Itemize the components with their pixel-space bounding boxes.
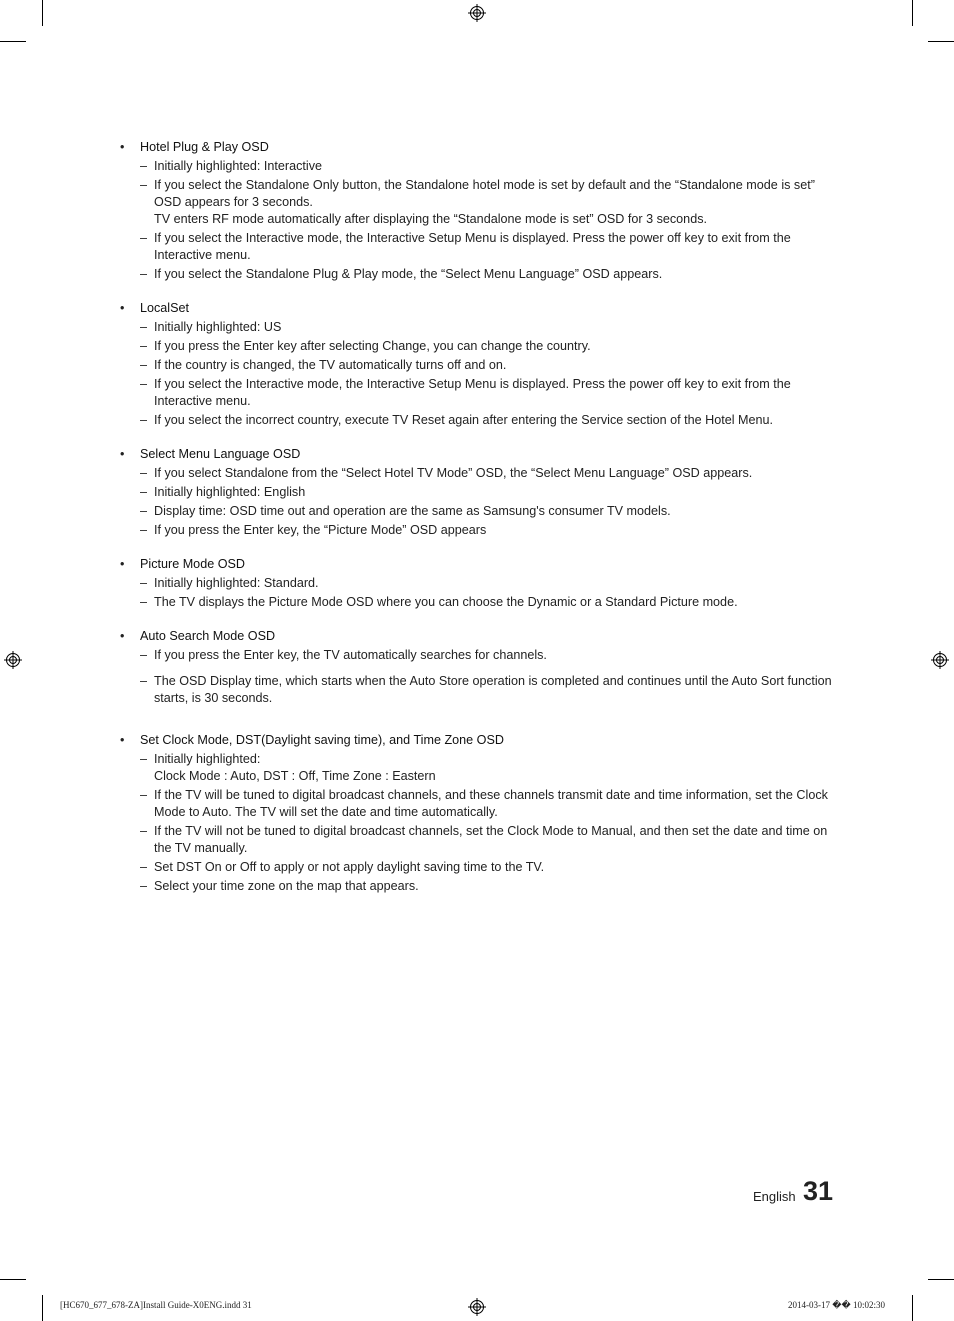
item-text: Select your time zone on the map that appears.: [154, 879, 419, 893]
bullet-icon: •: [120, 447, 125, 461]
dash-icon: –: [140, 674, 148, 688]
item-extra-text: Clock Mode : Auto, DST : Off, Time Zone : Eastern: [154, 769, 436, 783]
list-item: [120, 522, 836, 539]
crop-mark: [912, 1295, 913, 1321]
item-text: If you select the Standalone Plug & Play mode, the “Select Menu Language” OSD appears.: [154, 267, 663, 281]
section-picture-mode: [120, 556, 836, 611]
item-text: Initially highlighted: Interactive: [154, 159, 323, 173]
item-text: If the country is changed, the TV automatically turns off and on.: [154, 358, 507, 372]
item-text: Initially highlighted: US: [154, 320, 282, 334]
crop-mark: [928, 41, 954, 42]
heading-text: LocalSet: [140, 301, 190, 315]
item-text: If you press the Enter key, the “Picture Mode” OSD appears: [154, 523, 487, 537]
item-text: If the TV will be tuned to digital broadcast channels, and these channels transmit date and time information, set the Clock Mode to Auto. The TV will set the date and time automatically.: [154, 788, 828, 819]
list-item: [120, 484, 836, 501]
crop-mark: [0, 1279, 26, 1280]
crop-mark: [42, 0, 43, 26]
item-text: If the TV will not be tuned to digital broadcast channels, set the Clock Mode to Manual, and then set the date and time on the TV manually.: [154, 824, 828, 855]
heading-text: Select Menu Language OSD: [140, 447, 301, 461]
dash-icon: –: [140, 860, 148, 874]
list-item: [120, 177, 836, 228]
dash-icon: –: [140, 466, 148, 480]
list-item: [120, 751, 836, 785]
dash-icon: –: [140, 485, 148, 499]
registration-mark-icon: [4, 651, 22, 669]
section-heading: [120, 446, 836, 463]
main-content: [120, 139, 836, 912]
list-item: [120, 465, 836, 482]
registration-mark-icon: [468, 4, 486, 22]
dash-icon: –: [140, 320, 148, 334]
crop-mark: [912, 0, 913, 26]
list-item: [120, 673, 836, 707]
list-item: [120, 266, 836, 283]
item-text: If you select the Standalone Only button, the Standalone hotel mode is set by default and the “Standalone mode is set” OSD appears for 3 seconds.: [154, 178, 815, 209]
item-extra-text: TV enters RF mode automatically after displaying the “Standalone mode is set” OSD for 3 seconds.: [154, 212, 707, 226]
section-heading: [120, 556, 836, 573]
item-text: If you select the Interactive mode, the Interactive Setup Menu is displayed. Press the power off key to exit from the Interactive menu.: [154, 231, 791, 262]
list-item: [120, 319, 836, 336]
list-item: [120, 376, 836, 410]
section-heading: [120, 628, 836, 645]
section-heading: [120, 732, 836, 749]
item-text: Display time: OSD time out and operation are the same as Samsung's consumer TV models.: [154, 504, 671, 518]
dash-icon: –: [140, 576, 148, 590]
dash-icon: –: [140, 752, 148, 766]
section-auto-search-mode: [120, 628, 836, 707]
item-text: Initially highlighted: Standard.: [154, 576, 319, 590]
section-heading: [120, 300, 836, 317]
crop-mark: [928, 1279, 954, 1280]
list-item: [120, 412, 836, 429]
footer-language: English: [753, 1189, 796, 1204]
dash-icon: –: [140, 231, 148, 245]
dash-icon: –: [140, 267, 148, 281]
dash-icon: –: [140, 413, 148, 427]
list-item: [120, 823, 836, 857]
section-hotel-plug-and-play: [120, 139, 836, 283]
crop-mark: [42, 1295, 43, 1321]
dash-icon: –: [140, 339, 148, 353]
registration-mark-icon: [468, 1298, 486, 1316]
list-item: [120, 503, 836, 520]
list-item: [120, 575, 836, 592]
dash-icon: –: [140, 648, 148, 662]
dash-icon: –: [140, 358, 148, 372]
heading-text: Auto Search Mode OSD: [140, 629, 276, 643]
list-item: [120, 647, 836, 664]
item-text: The TV displays the Picture Mode OSD where you can choose the Dynamic or a Standard Picture mode.: [154, 595, 738, 609]
heading-text: Picture Mode OSD: [140, 557, 245, 571]
heading-text: Set Clock Mode, DST(Daylight saving time), and Time Zone OSD: [140, 733, 504, 747]
section-localset: [120, 300, 836, 429]
bullet-icon: •: [120, 140, 125, 154]
list-item: [120, 230, 836, 264]
dash-icon: –: [140, 159, 148, 173]
item-text: If you select the incorrect country, execute TV Reset again after entering the Service section of the Hotel Menu.: [154, 413, 774, 427]
dash-icon: –: [140, 824, 148, 838]
list-item: [120, 878, 836, 895]
dash-icon: –: [140, 788, 148, 802]
section-select-menu-language: [120, 446, 836, 539]
bullet-icon: •: [120, 301, 125, 315]
item-text: Initially highlighted: English: [154, 485, 306, 499]
bullet-icon: •: [120, 629, 125, 643]
section-heading: [120, 139, 836, 156]
dash-icon: –: [140, 523, 148, 537]
dash-icon: –: [140, 377, 148, 391]
list-item: [120, 859, 836, 876]
item-text: Set DST On or Off to apply or not apply daylight saving time to the TV.: [154, 860, 545, 874]
list-item: [120, 158, 836, 175]
item-text: If you press the Enter key after selecting Change, you can change the country.: [154, 339, 591, 353]
item-text: If you press the Enter key, the TV automatically searches for channels.: [154, 648, 547, 662]
list-item: [120, 787, 836, 821]
page-number: 31: [803, 1176, 834, 1206]
section-set-clock-mode: [120, 732, 836, 895]
bullet-icon: •: [120, 557, 125, 571]
heading-text: Hotel Plug & Play OSD: [140, 140, 269, 154]
registration-mark-icon: [931, 651, 949, 669]
print-slug-timestamp: 2014-03-17 �� 10:02:30: [788, 1300, 885, 1310]
crop-mark: [0, 41, 26, 42]
dash-icon: –: [140, 879, 148, 893]
list-item: [120, 594, 836, 611]
item-text: The OSD Display time, which starts when the Auto Store operation is completed and continues until the Auto Sort function starts, is 30 seconds.: [154, 674, 832, 705]
item-text: If you select Standalone from the “Select Hotel TV Mode” OSD, the “Select Menu Language” OSD appears.: [154, 466, 753, 480]
list-item: [120, 357, 836, 374]
item-text: If you select the Interactive mode, the Interactive Setup Menu is displayed. Press the power off key to exit from the Interactive menu.: [154, 377, 791, 408]
dash-icon: –: [140, 504, 148, 518]
dash-icon: –: [140, 595, 148, 609]
list-item: [120, 338, 836, 355]
dash-icon: –: [140, 178, 148, 192]
print-slug-filename: [HC670_677_678-ZA]Install Guide-X0ENG.indd 31: [60, 1300, 252, 1310]
bullet-icon: •: [120, 733, 125, 747]
item-text: Initially highlighted:: [154, 752, 261, 766]
